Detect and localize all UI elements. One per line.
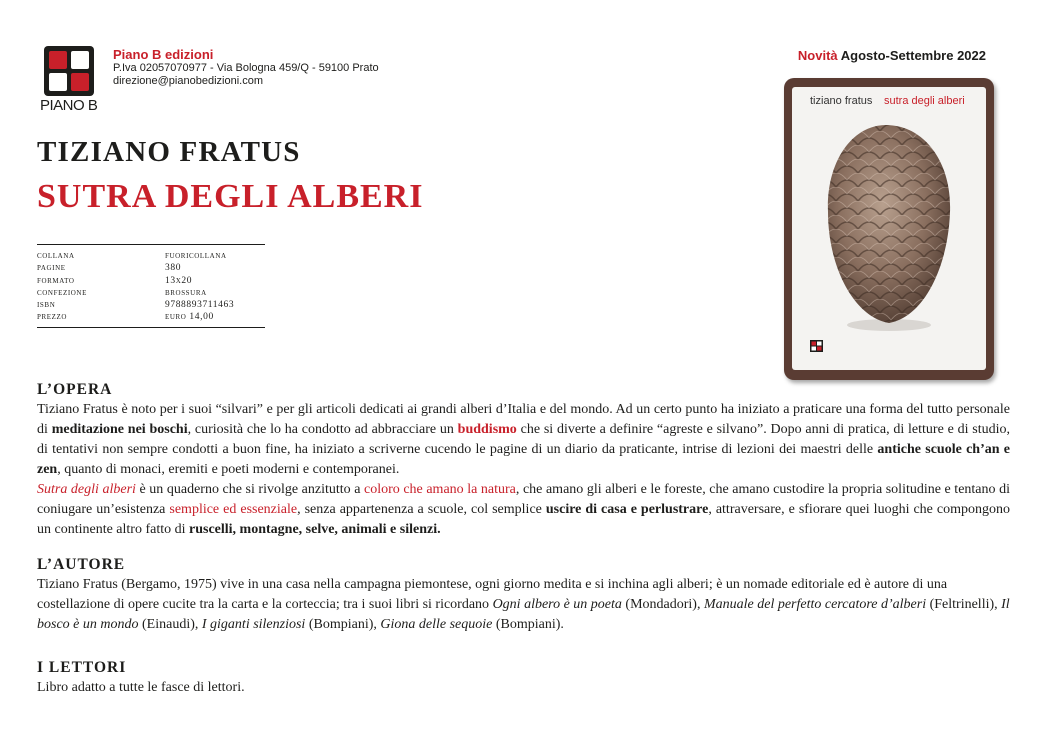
book-cover — [784, 78, 994, 380]
section-opera — [37, 380, 1010, 540]
spec-label: pagine — [37, 263, 66, 274]
section-autore — [37, 555, 1010, 635]
release-period — [798, 48, 986, 63]
publisher-name: Piano B edizioni — [113, 47, 214, 62]
section-heading: L’AUTORE — [37, 556, 126, 573]
cover-logo-icon — [810, 340, 823, 352]
piano-b-logo-icon — [44, 46, 94, 96]
book-author: TIZIANO FRATUS — [37, 136, 301, 168]
spec-label: formato — [37, 275, 75, 286]
spec-row — [37, 250, 265, 262]
spec-row — [37, 311, 265, 323]
spec-row — [37, 287, 265, 299]
spec-label: isbn — [37, 300, 56, 311]
book-cover-inner — [792, 87, 986, 370]
book-specs-table — [37, 244, 265, 328]
spec-value: euro 14,00 — [165, 312, 214, 323]
spec-value: fuoricollana — [165, 251, 227, 261]
opera-paragraph-1: Tiziano Fratus è noto per i suoi “silvari” e per gli articoli dedicati ai grandi alberi d’Italia e del mondo. Ad un certo punto ha iniziato a praticare una forma del tutto personale di meditazione nei boschi, curiosità che lo ha condotto ad abbracciare un buddismo che si diverte a definire “agreste e silvano”. Dopo anni di pratica, di letture e di studio, di tentativi non sempre condotti a buon fine, ha iniziato a scriverne cucendo le pagine di un diario da praticante, intrise di lezioni dei maestri delle antiche scuole ch’an e zen, quanto di monaci, eremiti e poeti moderni e contemporanei. — [37, 402, 1011, 477]
publisher-email: direzione@pianobedizioni.com — [113, 75, 263, 87]
pine-cone-image — [814, 117, 964, 337]
cover-author: tiziano fratus — [810, 95, 873, 107]
spec-value: 13x20 — [165, 275, 193, 286]
spec-label: collana — [37, 251, 75, 261]
cover-title: sutra degli alberi — [884, 95, 965, 107]
spec-label: prezzo — [37, 312, 68, 323]
book-title: SUTRA DEGLI ALBERI — [37, 178, 424, 215]
section-heading: I LETTORI — [37, 659, 127, 676]
spec-row — [37, 262, 265, 274]
spec-value: 9788893711463 — [165, 300, 235, 311]
section-heading: L’OPERA — [37, 381, 113, 398]
spec-value: brossura — [165, 287, 207, 298]
lettori-paragraph: Libro adatto a tutte le fasce di lettori. — [37, 680, 245, 695]
publisher-logo — [40, 46, 100, 112]
spec-value: 380 — [165, 263, 182, 274]
spec-label: confezione — [37, 287, 87, 298]
spec-row — [37, 299, 265, 311]
spec-row — [37, 275, 265, 287]
publisher-address: P.Iva 02057070977 - Via Bologna 459/Q - 59100 Prato — [113, 62, 379, 74]
novita-label: Novità — [797, 48, 838, 63]
logo-text: PIANO B — [40, 97, 98, 114]
publisher-info — [113, 48, 379, 88]
section-lettori — [37, 658, 1010, 698]
opera-paragraph-2: Sutra degli alberi è un quaderno che si rivolge anzitutto a coloro che amano la natura, che amano gli alberi e le foreste, che amano custodire la propria solitudine e tentano di coniugare un’esistenza semplice ed essenziale, senza appartenenza a scuole, col semplice uscire di casa e perlustrare, attraversare, e sfiorare quei luoghi che compongono un continente altro fatto di ruscelli, montagne, selve, animali e silenzi. — [37, 482, 1010, 537]
autore-paragraph: Tiziano Fratus (Bergamo, 1975) vive in una casa nella campagna piemontese, ogni giorno medita e si inchina agli alberi; è un nomade editoriale ed è autore di una costellazione di opere cucite tra la carta e la corteccia; tra i suoi libri si ricordano Ogni albero è un poeta (Mondadori), Manuale del perfetto cercatore d’alberi (Feltrinelli), Il bosco è un mondo (Einaudi), I giganti silenziosi (Bompiani), Giona delle sequoie (Bompiani). — [37, 577, 1010, 632]
novita-period: Agosto-Settembre 2022 — [837, 48, 986, 63]
